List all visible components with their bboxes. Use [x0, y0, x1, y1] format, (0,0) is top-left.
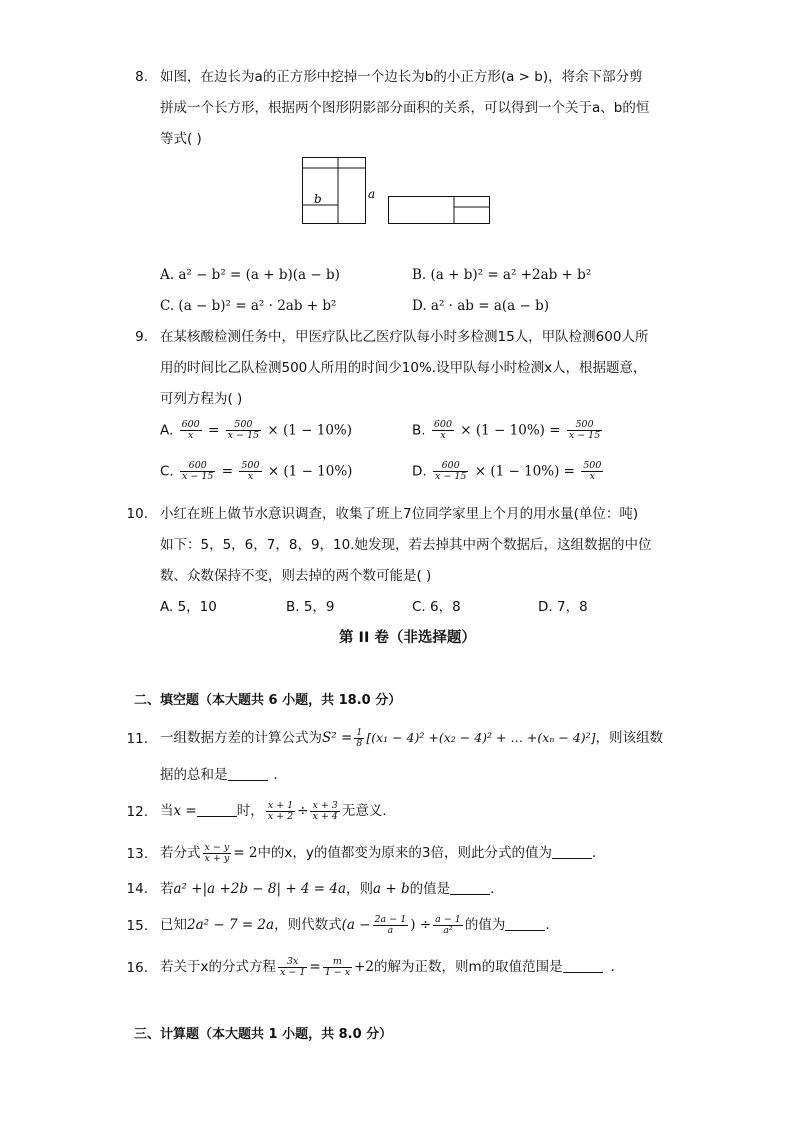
q14-line: 若a² +|a +2b − 8| + 4 = 4a，则a + b的值是 ．	[160, 881, 504, 897]
q9-option-b[interactable]: B. $\frac{600}{x}$ × (1 − 10%) = $\frac{500}{x - 15}$	[412, 419, 601, 441]
section3-title: 三、计算题（本大题共 1 小题，共 8.0 分）	[134, 1027, 393, 1042]
fraction: $\frac{500}{x}$	[583, 460, 602, 482]
answer-blank[interactable]	[505, 916, 545, 931]
label-b: b	[314, 192, 322, 206]
q8-option-c[interactable]: C. (a − b)² = a² · 2ab + b²	[160, 298, 337, 314]
q14-number: 14.	[126, 881, 148, 897]
rectangle-shape	[389, 197, 490, 224]
q13-number: 13.	[126, 846, 148, 862]
q8-diagram	[300, 155, 495, 230]
fraction: $\frac{500}{x - 15}$	[568, 419, 601, 441]
q15-line: 已知2a² − 7 = 2a，则代数式(a − $\frac{2a - 1}{a}$ ) ÷ $\frac{a - 1}{\text{a²}}$ 的值为 ．	[160, 913, 559, 936]
q9-line-3: 可列方程为( )	[160, 391, 243, 407]
part2-title: 第 II 卷（非选择题）	[339, 630, 476, 646]
answer-blank[interactable]	[197, 802, 237, 817]
big-square	[303, 158, 366, 224]
answer-blank[interactable]	[552, 844, 592, 859]
q13-line: 若分式 $\frac{x - y}{x + y}$ = 2中的x，y的值都变为原来的3倍，则此分式的值为 ．	[160, 841, 606, 864]
fraction: $\frac{500}{x - 15}$	[227, 419, 260, 441]
q8-option-b[interactable]: B. (a + b)² = a² +2ab + b²	[412, 267, 592, 283]
fraction: $\frac{500}{x}$	[241, 460, 260, 482]
q9-option-d[interactable]: D. $\frac{600}{x - 15}$ × (1 − 10%) = $\frac{500}{x}$	[412, 460, 602, 482]
q8-line-1: 如图，在边长为a的正方形中挖掉一个边长为b的小正方形(a > b)，将余下部分剪	[160, 69, 643, 85]
q10-option-b[interactable]: B. 5，9	[286, 599, 335, 615]
q8-number: 8.	[135, 69, 148, 85]
q10-line-3: 数、众数保持不变，则去掉的两个数可能是( )	[160, 568, 432, 584]
answer-blank[interactable]	[450, 880, 490, 895]
q8-line-2: 拼成一个长方形，根据两个图形阴影部分面积的关系，可以得到一个关于a、b的恒	[160, 100, 650, 116]
q12-line: 当x = 时， $\frac{x + 1}{x + 2}$ ÷ $\frac{x + 3}{x + 4}$ 无意义．	[160, 799, 396, 822]
q10-option-d[interactable]: D. 7，8	[538, 599, 588, 615]
label-a: a	[368, 187, 376, 201]
fraction: $\frac{600}{x - 15}$	[182, 460, 214, 482]
q11-line-2: 据的总和是 ．	[160, 767, 287, 783]
fraction: $\frac{600}{x - 15}$	[434, 460, 467, 482]
q12-number: 12.	[126, 804, 148, 820]
q9-number: 9.	[135, 329, 148, 345]
q9-option-c[interactable]: C. $\frac{600}{x - 15}$ = $\frac{500}{x}$ × (1 − 10%)	[160, 460, 353, 482]
q10-number: 10.	[126, 506, 148, 522]
answer-blank[interactable]	[228, 766, 268, 781]
q8-line-3: 等式( )	[160, 131, 202, 147]
q11-number: 11.	[126, 731, 148, 747]
fraction: $\frac{600}{x}$	[181, 419, 200, 441]
q8-option-a[interactable]: A. a² − b² = (a + b)(a − b)	[160, 267, 340, 283]
q10-line-1: 小红在班上做节水意识调查，收集了班上7位同学家里上个月的用水量(单位：吨)	[160, 506, 639, 522]
q15-number: 15.	[126, 918, 148, 934]
q10-line-2: 如下：5，5，6，7，8，9，10.她发现，若去掉其中两个数据后，这组数据的中位	[160, 537, 652, 553]
fraction: $\frac{600}{x}$	[433, 419, 452, 441]
q9-line-1: 在某核酸检测任务中，甲医疗队比乙医疗队每小时多检测15人，甲队检测600人所	[160, 329, 649, 345]
q10-option-c[interactable]: C. 6，8	[412, 599, 461, 615]
q9-line-2: 用的时间比乙队检测500人所用的时间少10%.设甲队每小时检测x人，根据题意，	[160, 360, 647, 376]
answer-blank[interactable]	[563, 958, 603, 973]
section2-title: 二、填空题（本大题共 6 小题，共 18.0 分）	[134, 693, 402, 708]
q16-number: 16.	[126, 960, 148, 976]
q10-option-a[interactable]: A. 5，10	[160, 599, 217, 615]
q11-line-1: 一组数据方差的计算公式为S² = $\frac{1}{8}$ [(x₁ − 4)² +(x₂ − 4)² + … +(xₙ − 4)²]，则该组数	[160, 726, 664, 749]
q8-option-d[interactable]: D. a² · ab = a(a − b)	[412, 298, 550, 314]
q16-line: 若关于x的分式方程 $\frac{3x}{x - 1}$ = $\frac{m}{1 - x}$ +2的解为正数，则m的取值范围是 ．	[160, 955, 625, 978]
q9-option-a[interactable]: A. $\frac{600}{x}$ = $\frac{500}{x - 15}$ × (1 − 10%)	[160, 419, 353, 441]
